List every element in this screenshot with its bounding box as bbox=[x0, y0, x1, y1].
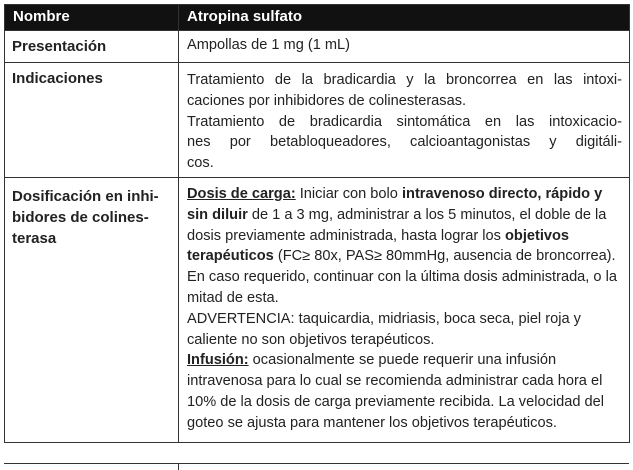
dosis-carga-text-3: (FC≥ 80x, PAS≥ 80mmHg, ausencia de broncorrea). En caso requerido, continuar con la última dosis administrada, o la mitad de esta. bbox=[187, 248, 617, 306]
column-divider bbox=[178, 464, 179, 470]
header-drug-name: Atropina sulfato bbox=[179, 5, 630, 31]
value-presentacion: Ampollas de 1 mg (1 mL) bbox=[179, 31, 630, 63]
infusion-title: Infusión: bbox=[187, 352, 249, 369]
advertencia-paragraph: ADVERTENCIA: taquicardia, midriasis, boca seca, piel roja y caliente no son objetivos terapéuticos. bbox=[187, 310, 581, 348]
dosificacion-label-line-1: Dosificación en inhi- bbox=[12, 187, 159, 205]
dosis-carga-text-2: de 1 a 3 mg, administrar a los 5 minutos, el doble de la dosis previamente administrada, hasta lograr los bbox=[187, 206, 607, 244]
dosis-carga-bold-1: intravenoso directo, rápido y sin diluir bbox=[187, 185, 603, 223]
indicaciones-line-5: cos. bbox=[187, 155, 214, 172]
table-row-dosificacion bbox=[5, 177, 630, 442]
dosis-carga-text-1: Iniciar con bolo bbox=[295, 185, 402, 202]
value-indicaciones bbox=[179, 63, 630, 178]
header-nombre: Nombre bbox=[5, 5, 179, 31]
dosis-carga-bold-2: objetivos terapéuticos bbox=[187, 227, 570, 265]
dosis-carga-paragraph bbox=[187, 184, 622, 309]
table-row-indicaciones bbox=[5, 63, 630, 178]
indicaciones-line-1: Tratamiento de la bradicardia y la broncorrea en las intoxi- bbox=[187, 72, 622, 88]
dosificacion-label-line-2: bidores de colines- bbox=[12, 208, 149, 226]
infusion-paragraph bbox=[187, 350, 622, 433]
dosis-carga-title: Dosis de carga: bbox=[187, 185, 296, 202]
infusion-text: ocasionalmente se puede requerir una infusión intravenosa para lo cual se recomienda administrar cada hora el 10% de la dosis de carga previamente recibida. La velocidad del goteo se ajusta para mantener los objetivos terapéuticos. bbox=[187, 352, 604, 431]
table-row-presentacion bbox=[5, 31, 630, 63]
dosificacion-label-line-3: terasa bbox=[12, 229, 57, 247]
indicaciones-line-3: Tratamiento de bradicardia sintomática en las intoxicacio- bbox=[187, 113, 622, 130]
indicaciones-line-4: nes por betabloqueadores, calcioantagonistas y digitáli- bbox=[187, 134, 622, 151]
value-dosificacion bbox=[179, 177, 630, 442]
label-dosificacion bbox=[5, 177, 179, 442]
drug-info-table bbox=[4, 4, 630, 443]
indicaciones-line-2: caciones por inhibidores de colinesterasas. bbox=[187, 92, 467, 109]
next-row-edge bbox=[4, 463, 629, 469]
label-presentacion: Presentación bbox=[5, 31, 179, 63]
label-indicaciones: Indicaciones bbox=[5, 63, 179, 178]
table-header-row bbox=[5, 5, 630, 31]
